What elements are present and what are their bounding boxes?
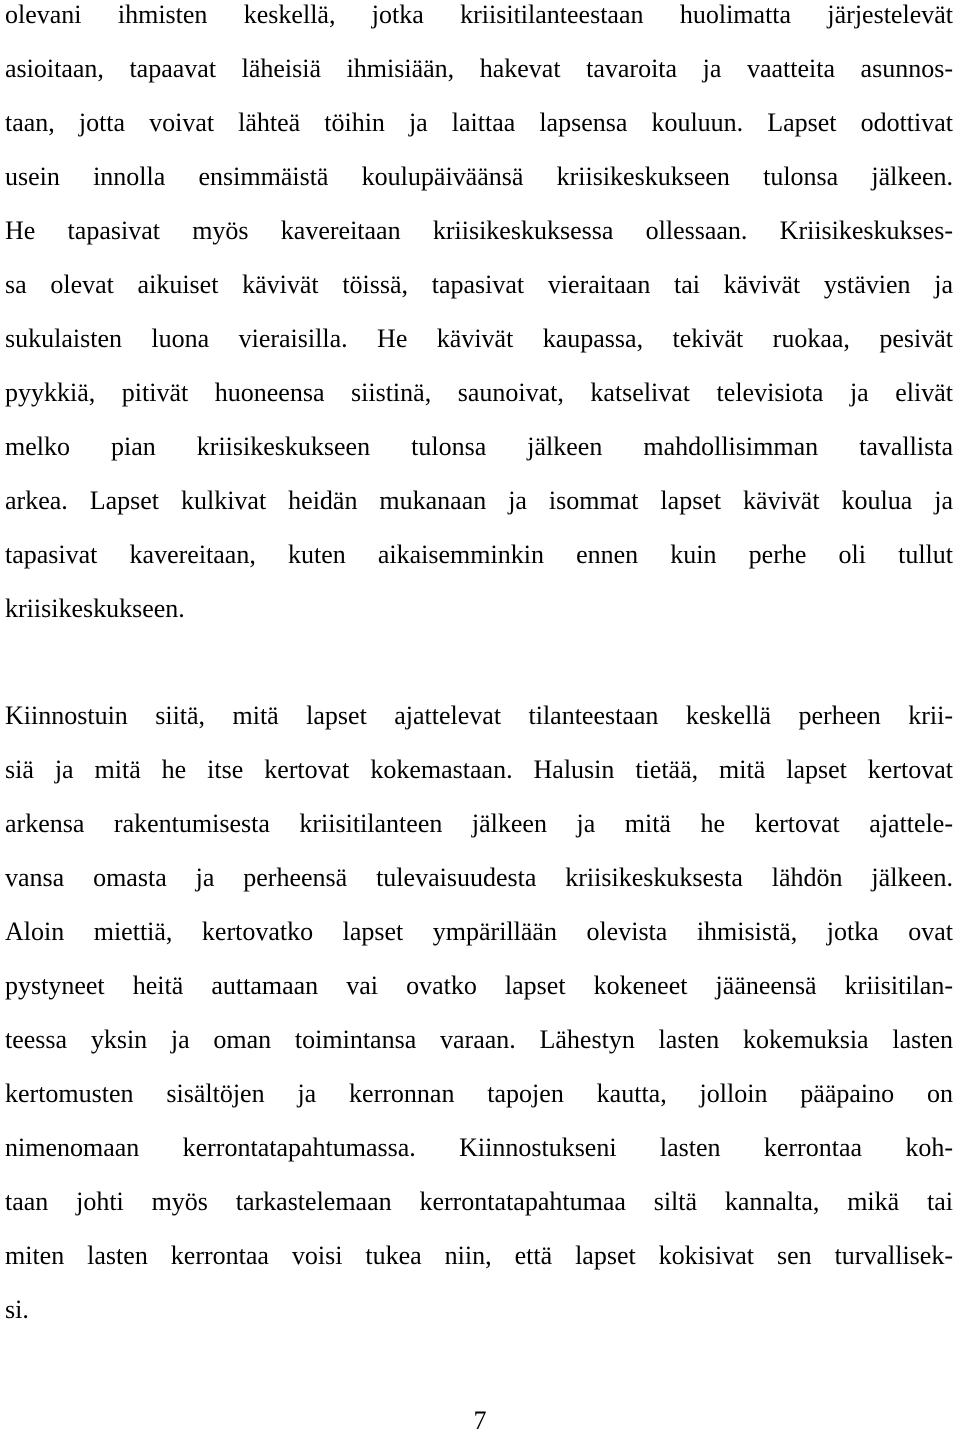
text-line: taan, jotta voivat lähteä töihin ja laittaa lapsensa kouluun. Lapset odottivat (5, 108, 953, 137)
text-line: miten lasten kerrontaa voisi tukea niin, että lapset kokisivat sen turvallisek- (5, 1241, 953, 1270)
page-number: 7 (473, 1406, 487, 1435)
text-line: teessa yksin ja oman toimintansa varaan. Lähestyn lasten kokemuksia lasten (5, 1025, 953, 1054)
text-line: nimenomaan kerrontatapahtumassa. Kiinnostukseni lasten kerrontaa koh- (5, 1133, 953, 1162)
text-line: pystyneet heitä auttamaan vai ovatko lapset kokeneet jääneensä kriisitilan- (5, 971, 953, 1000)
text-line: kriisikeskukseen. (5, 594, 185, 623)
text-line: sa olevat aikuiset kävivät töissä, tapasivat vieraitaan tai kävivät ystävien ja (5, 270, 953, 299)
text-line: kertomusten sisältöjen ja kerronnan tapojen kautta, jolloin pääpaino on (5, 1079, 953, 1108)
text-line: arkensa rakentumisesta kriisitilanteen jälkeen ja mitä he kertovat ajattele- (5, 809, 953, 838)
text-line: si. (5, 1295, 29, 1324)
text-line: arkea. Lapset kulkivat heidän mukanaan ja isommat lapset kävivät koulua ja (5, 486, 953, 515)
text-line: He tapasivat myös kavereitaan kriisikeskuksessa ollessaan. Kriisikeskukses- (5, 216, 953, 245)
text-line: usein innolla ensimmäistä koulupäiväänsä kriisikeskukseen tulonsa jälkeen. (5, 162, 953, 191)
text-line: vansa omasta ja perheensä tulevaisuudesta kriisikeskuksesta lähdön jälkeen. (5, 863, 953, 892)
text-line: tapasivat kavereitaan, kuten aikaisemminkin ennen kuin perhe oli tullut (5, 540, 953, 569)
text-line: melko pian kriisikeskukseen tulonsa jälkeen mahdollisimman tavallista (5, 432, 953, 461)
text-line: pyykkiä, pitivät huoneensa siistinä, saunoivat, katselivat televisiota ja elivät (5, 378, 953, 407)
text-line: taan johti myös tarkastelemaan kerrontatapahtumaa siltä kannalta, mikä tai (5, 1187, 953, 1216)
text-line: Aloin miettiä, kertovatko lapset ympärillään olevista ihmisistä, jotka ovat (5, 917, 953, 946)
text-line: siä ja mitä he itse kertovat kokemastaan. Halusin tietää, mitä lapset kertovat (5, 755, 953, 784)
text-line: Kiinnostuin siitä, mitä lapset ajattelevat tilanteestaan keskellä perheen krii- (5, 701, 953, 730)
text-line: asioitaan, tapaavat läheisiä ihmisiään, hakevat tavaroita ja vaatteita asunnos- (5, 54, 953, 83)
text-line: olevani ihmisten keskellä, jotka kriisitilanteestaan huolimatta järjestelevät (5, 0, 953, 29)
text-line: sukulaisten luona vieraisilla. He kävivät kaupassa, tekivät ruokaa, pesivät (5, 324, 953, 353)
